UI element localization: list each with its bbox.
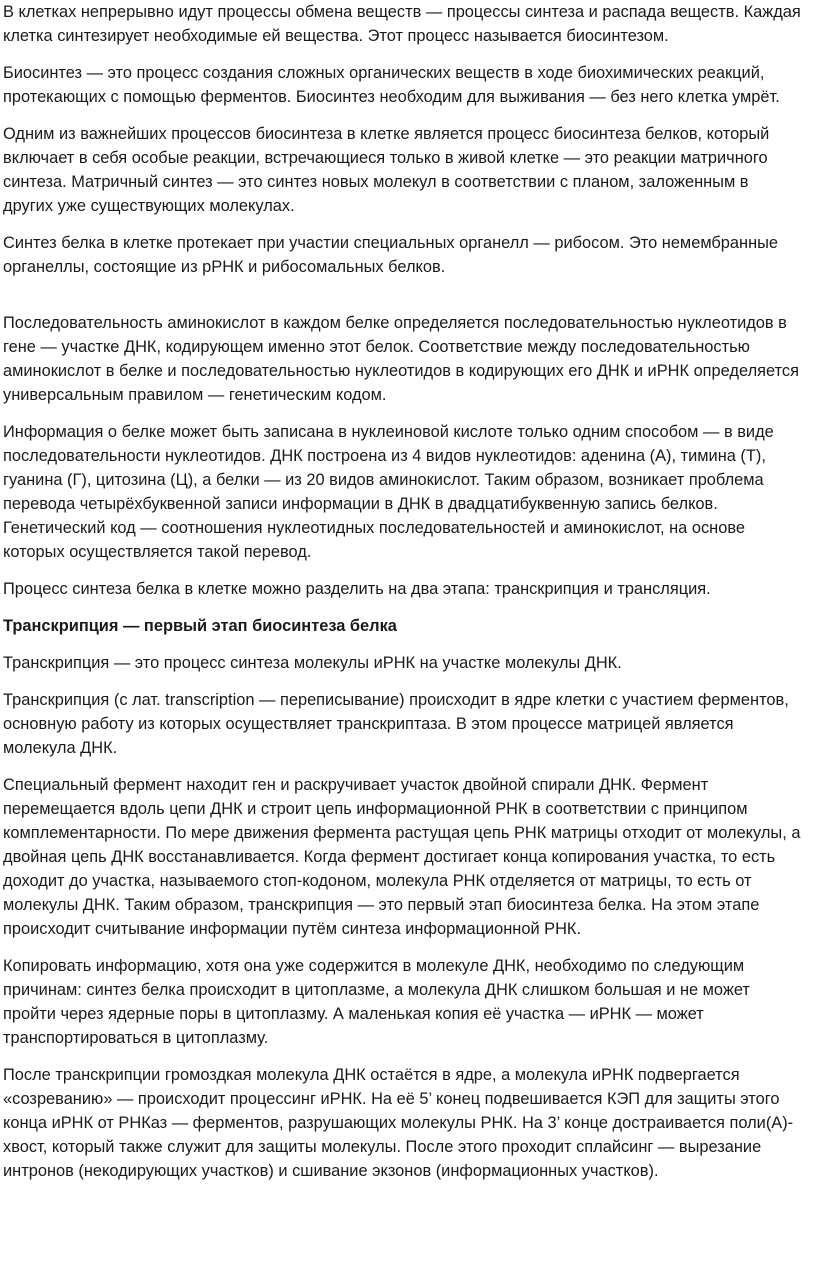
paragraph-copy-reasons: Копировать информацию, хотя она уже содержится в молекуле ДНК, необходимо по следующим причинам: синтез белка происходит в цитоплазме, а молекула ДНК слишком большая и не может пройти через ядерные поры в цитоплазму. А маленькая копия её участка — иРНК — может транспортироваться в цитоплазму. bbox=[3, 957, 750, 1047]
paragraph-two-stages: Процесс синтеза белка в клетке можно разделить на два этапа: транскрипция и трансляция. bbox=[3, 580, 711, 598]
paragraph-metabolism: В клетках непрерывно идут процессы обмена веществ — процессы синтеза и распада веществ. Каждая клетка синтезирует необходимые ей вещества. Этот процесс называется биосинтезом. bbox=[3, 3, 801, 45]
paragraph-ribosomes: Синтез белка в клетке протекает при участии специальных органелл — рибосом. Это немембранные органеллы, состоящие из рРНК и рибосомальных белков. bbox=[3, 234, 779, 276]
section-heading-transcription: Транскрипция — первый этап биосинтеза белка bbox=[3, 617, 397, 635]
paragraph-biosynthesis-definition: Биосинтез — это процесс создания сложных органических веществ в ходе биохимических реакций, протекающих с помощью ферментов. Биосинтез необходим для выживания — без него клетка умрёт. bbox=[3, 64, 780, 106]
paragraph-transcription-definition: Транскрипция — это процесс синтеза молекулы иРНК на участке молекулы ДНК. bbox=[3, 654, 622, 672]
paragraph-transcription-latin: Транскрипция (с лат. transcription — переписывание) происходит в ядре клетки с участием ферментов, основную работу из которых осуществляет транскриптаза. В этом процессе матрицей является молекула ДНК. bbox=[3, 691, 789, 757]
paragraph-genetic-code-intro: Последовательность аминокислот в каждом белке определяется последовательностью нуклеотидов в гене — участке ДНК, кодирующем именно этот белок. Соответствие между последовательностью аминокислот в белке и последовательностью нуклеотидов в кодирующих его ДНК и иРНК определяется универсальным правилом — генетическим кодом. bbox=[3, 314, 799, 404]
paragraph-matrix-synthesis: Одним из важнейших процессов биосинтеза в клетке является процесс биосинтеза белков, который включает в себя особые реакции, встречающиеся только в живой клетке — это реакции матричного синтеза. Матричный синтез — это синтез новых молекул в соответствии с планом, заложенным в других уже существующих молекулах. bbox=[3, 125, 770, 215]
paragraph-nucleotides: Информация о белке может быть записана в нуклеиновой кислоте только одним способом — в виде последовательности нуклеотидов. ДНК построена из 4 видов нуклеотидов: аденина (А), тимина (Т), гуанина (Г), цитозина (Ц), а белки — из 20 видов аминокислот. Таким образом, возникает проблема перевода четырёхбуквенной записи информации в ДНК в двадцатибуквенную запись белков. Генетический код — соотношения нуклеотидных последовательностей и аминокислот, на основе которых осуществляется такой перевод. bbox=[3, 423, 774, 561]
paragraph-processing: После транскрипции громоздкая молекула ДНК остаётся в ядре, а молекула иРНК подвергается «созреванию» — происходит процессинг иРНК. На её 5’ конец подвешивается КЭП для защиты этого конца иРНК от РНКаз — ферментов, разрушающих молекулы РНК. На 3’ конце достраивается поли(А)-хвост, который также служит для защиты молекулы. После этого проходит сплайсинг — вырезание интронов (некодирующих участков) и сшивание экзонов (информационных участков). bbox=[3, 1066, 794, 1180]
paragraph-enzyme-process: Специальный фермент находит ген и раскручивает участок двойной спирали ДНК. Фермент перемещается вдоль цепи ДНК и строит цепь информационной РНК в соответствии с принципом комплементарности. По мере движения фермента растущая цепь РНК матрицы отходит от молекулы, а двойная цепь ДНК восстанавливается. Когда фермент достигает конца копирования участка, то есть доходит до участка, называемого стоп-кодоном, молекула РНК отделяется от матрицы, то есть от молекулы ДНК. Таким образом, транскрипция — это первый этап биосинтеза белка. На этом этапе происходит считывание информации путём синтеза информационной РНК. bbox=[3, 776, 801, 938]
